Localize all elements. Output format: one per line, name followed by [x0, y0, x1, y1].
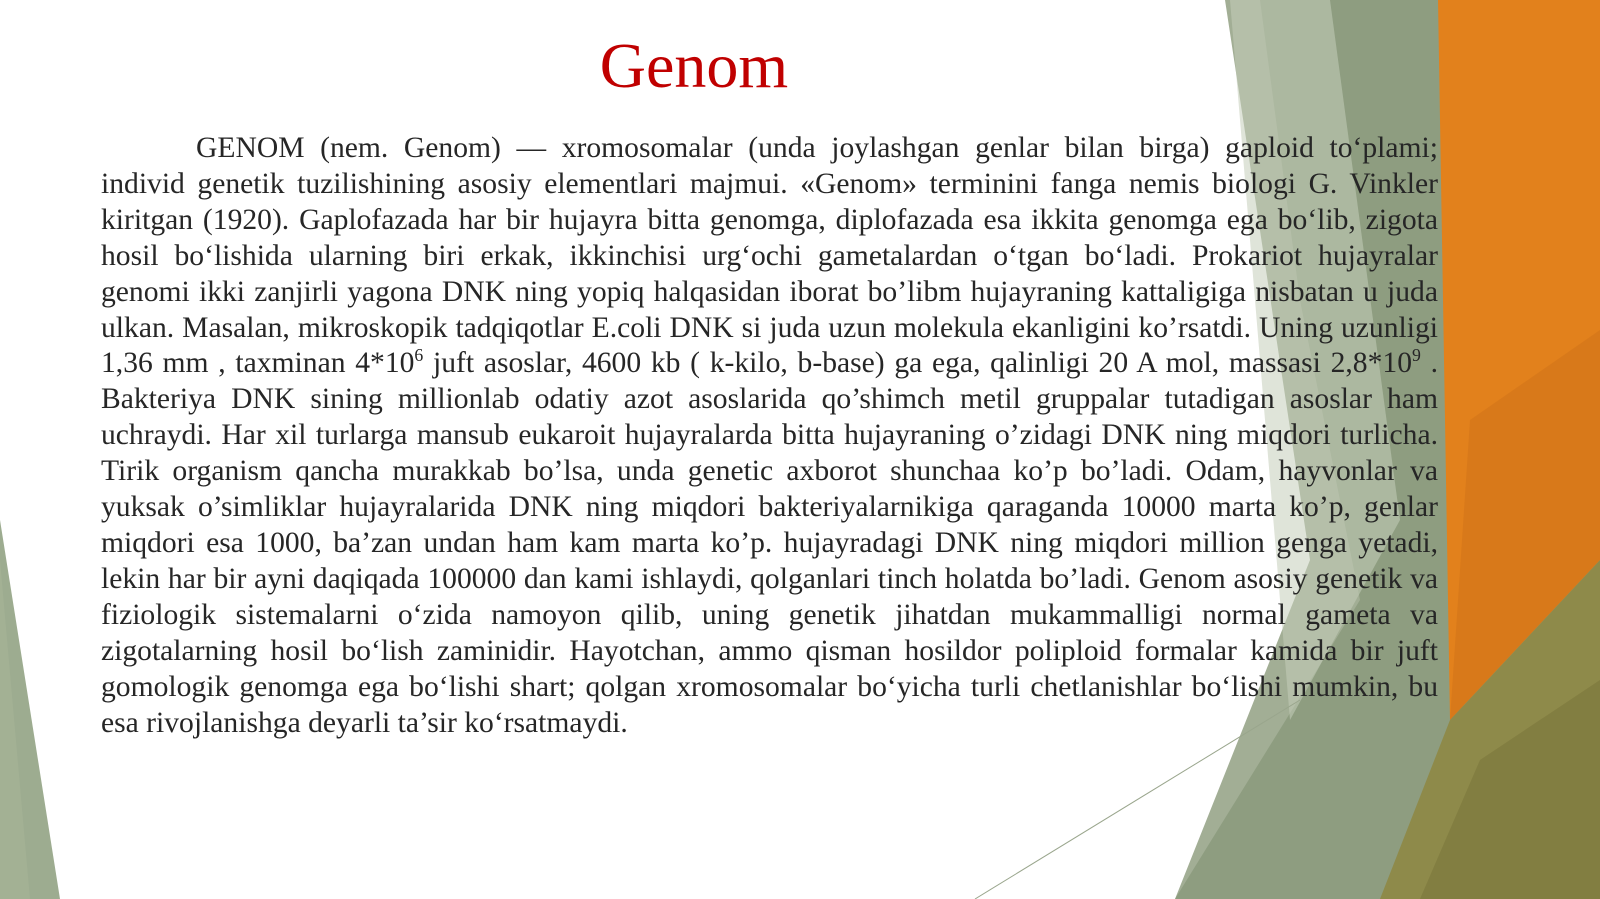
superscript-exponent-2: 9 — [1412, 345, 1421, 366]
paragraph-text-3: . Bakteriya DNK sining millionlab odatiy azot asoslarida qo’shimch metil gruppalar tutadigan asoslar ham uchraydi. Har xil turlarga mansub eukaroit hujayralarda bitta hujayraning o’zidagi DNK ning miqdori turlicha. Tirik organism qancha murakkab bo’lsa, unda genetic axborot shunchaa ko’p bo’ladi. Odam, hayvonlar va yuksak o’simliklar hujayralarida DNK ning miqdori bakteriyalarnikiga qaraganda 10000 marta ko’p, genlar miqdori esa 1000, ba’zan undan ham kam marta ko’p. hujayradagi DNK ning miqdori million genga yetadi, lekin har bir ayni daqiqada 100000 dan kami ishlaydi, qolganlari tinch holatda bo’ladi. Genom asosiy genetik va fiziologik sistemalarni o‘zida namoyon qilib, uning genetik jihatdan mukammalligi normal gameta va zigotalarning hosil bo‘lish zaminidir. Hayotchan, ammo qisman hosildor poliploid formalar kamida bir juft gomologik genomga ega bo‘lishi shart; qolgan xromosomalar bo‘yicha turli chetlanishlar bo‘lishi mumkin, bu esa rivojlanishga deyarli ta’sir ko‘rsatmaydi. — [101, 347, 1438, 739]
slide-title: Genom — [599, 30, 789, 101]
paragraph-text-2: juft asoslar, 4600 kb ( k-kilo, b-base) ga ega, qalinligi 20 A mol, massasi 2,8*10 — [423, 347, 1412, 380]
slide-body-paragraph — [101, 131, 1438, 741]
paragraph-text-1: GENOM (nem. Genom) — xromosomalar (unda joylashgan genlar bilan birga) gaploid to‘plami; individ genetik tuzilishining asosiy elementlari majmui. «Genom» terminini fanga nemis biologi G. Vinkler kiritgan (1920). Gaplofazada har bir hujayra bitta genomga, diplofazada esa ikkita genomga ega bo‘lib, zigota hosil bo‘lishida ularning biri erkak, ikkinchisi urg‘ochi gametalardan o‘tgan bo‘ladi. Prokariot hujayralar genomi ikki zanjirli yagona DNK ning yopiq halqasidan iborat bo’libm hujayraning kattaligiga nisbatan u juda ulkan. Masalan, mikroskopik tadqiqotlar E.coli DNK si juda uzun molekula ekanligini ko’rsatdi. Uning uzunligi 1,36 mm , taxminan 4*10 — [101, 132, 1438, 380]
superscript-exponent-1: 6 — [414, 345, 424, 366]
